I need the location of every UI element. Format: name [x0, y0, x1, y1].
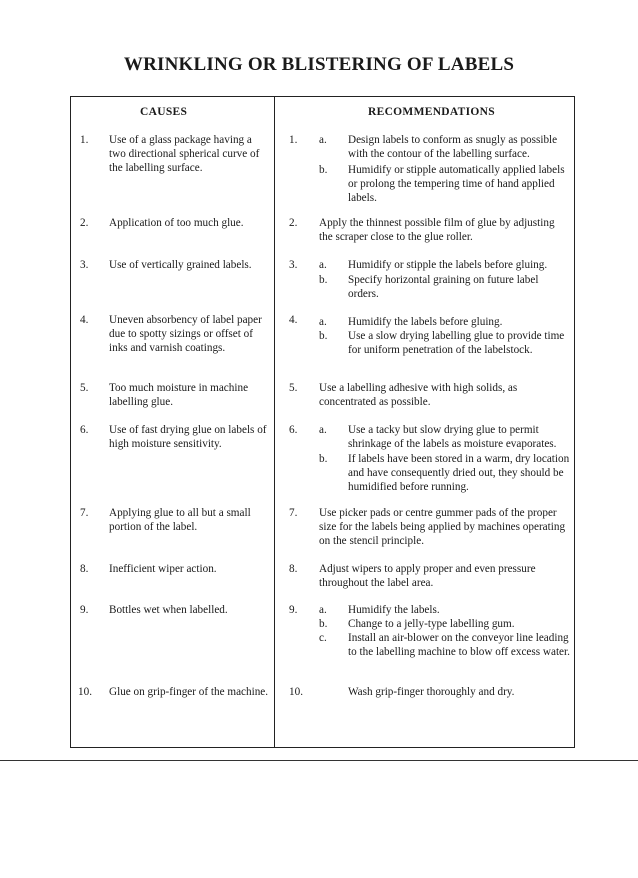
subitem-text: Use a tacky but slow drying glue to permit shrinkage of the labels as moisture evaporates. [348, 424, 557, 450]
subitem-text: Wash grip-finger thoroughly and dry. [348, 686, 515, 698]
recommendation-number: 2. [289, 217, 298, 229]
recommendation-number: 4. [289, 314, 298, 326]
subitem-letter: a. [319, 134, 327, 146]
subitem-text: Install an air-blower on the conveyor line leading to the labelling machine to blow off excess water. [348, 632, 570, 658]
recommendation-text: Apply the thinnest possible film of glue by adjusting the scraper close to the glue roller. [319, 217, 555, 243]
recommendations-header: RECOMMENDATIONS [368, 106, 495, 118]
subitem-text: Humidify or stipple automatically applied labels or prolong the tempering time of hand applied labels. [348, 164, 565, 204]
subitem-text: Change to a jelly-type labelling gum. [348, 618, 515, 630]
subitem-letter: c. [319, 632, 327, 644]
subitem-letter: b. [319, 330, 328, 342]
recommendation-number: 5. [289, 382, 298, 394]
subitem-text: Humidify the labels. [348, 604, 440, 616]
cause-text: Too much moisture in machine labelling glue. [109, 382, 249, 408]
recommendation-text: Use a labelling adhesive with high solids, as concentrated as possible. [319, 382, 518, 408]
subitem-letter: a. [319, 604, 327, 616]
subitem-text: Humidify the labels before gluing. [348, 316, 503, 328]
subitem-letter: a. [319, 259, 327, 271]
recommendation-number: 8. [289, 563, 298, 575]
cause-text: Bottles wet when labelled. [109, 604, 228, 616]
cause-number: 2. [80, 217, 89, 229]
column-divider [274, 96, 275, 748]
recommendation-number: 7. [289, 507, 298, 519]
page-rule [0, 760, 638, 761]
subitem-text: Use a slow drying labelling glue to provide time for uniform penetration of the labelstock. [348, 330, 565, 356]
cause-number: 10. [78, 686, 92, 698]
cause-number: 4. [80, 314, 89, 326]
cause-number: 5. [80, 382, 89, 394]
recommendation-number: 1. [289, 134, 298, 146]
subitem-text: Humidify or stipple the labels before gluing. [348, 259, 548, 271]
subitem-letter: a. [319, 316, 327, 328]
page-title: WRINKLING OR BLISTERING OF LABELS [123, 54, 515, 75]
cause-number: 1. [80, 134, 89, 146]
recommendation-text: Adjust wipers to apply proper and even pressure throughout the label area. [319, 563, 536, 589]
cause-text: Use of a glass package having a two directional spherical curve of the labelling surface. [109, 134, 260, 174]
cause-text: Inefficient wiper action. [109, 563, 217, 575]
subitem-text: If labels have been stored in a warm, dry location and have consequently dried out, they should be humidified before running. [348, 453, 570, 493]
subitem-letter: b. [319, 453, 328, 465]
causes-header: CAUSES [140, 106, 188, 118]
cause-text: Glue on grip-finger of the machine. [109, 686, 269, 698]
cause-text: Application of too much glue. [109, 217, 244, 229]
cause-number: 7. [80, 507, 89, 519]
subitem-letter: a. [319, 424, 327, 436]
subitem-letter: b. [319, 164, 328, 176]
subitem-text: Design labels to conform as snugly as possible with the contour of the labelling surface. [348, 134, 558, 160]
subitem-text: Specify horizontal graining on future label orders. [348, 274, 539, 300]
cause-number: 6. [80, 424, 89, 436]
recommendation-number: 10. [289, 686, 303, 698]
cause-text: Applying glue to all but a small portion of the label. [109, 507, 251, 533]
cause-text: Use of vertically grained labels. [109, 259, 252, 271]
recommendation-number: 6. [289, 424, 298, 436]
cause-text: Uneven absorbency of label paper due to spotty sizings or offset of inks and varnish coatings. [109, 314, 262, 354]
recommendation-number: 9. [289, 604, 298, 616]
cause-text: Use of fast drying glue on labels of high moisture sensitivity. [109, 424, 267, 450]
cause-number: 8. [80, 563, 89, 575]
subitem-letter: b. [319, 618, 328, 630]
recommendation-number: 3. [289, 259, 298, 271]
recommendation-text: Use picker pads or centre gummer pads of the proper size for the labels being applied by machines operating on the stencil principle. [319, 507, 566, 547]
subitem-letter: b. [319, 274, 328, 286]
cause-number: 9. [80, 604, 89, 616]
cause-number: 3. [80, 259, 89, 271]
